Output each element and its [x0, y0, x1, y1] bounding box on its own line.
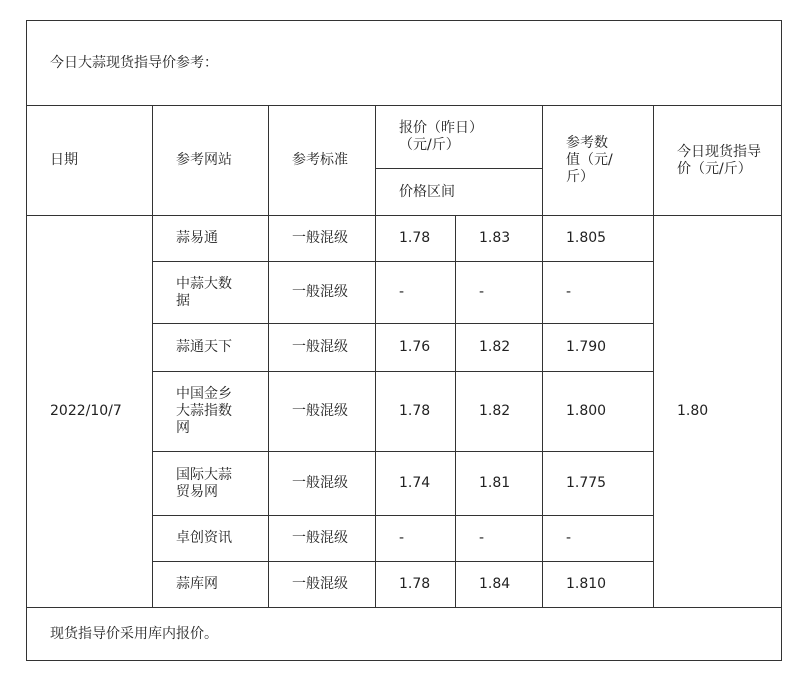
site-name: 中蒜大数据	[153, 262, 269, 324]
ref-value: -	[543, 516, 654, 562]
header-today-guide: 今日现货指导价（元/斤）	[654, 106, 782, 216]
price-high: -	[456, 262, 543, 324]
price-high: 1.83	[456, 216, 543, 262]
price-table	[26, 20, 782, 661]
price-high: 1.81	[456, 452, 543, 516]
ref-value: 1.790	[543, 324, 654, 372]
standard-cell: 一般混级	[269, 452, 376, 516]
date-cell: 2022/10/7	[27, 216, 153, 608]
price-low: -	[376, 262, 456, 324]
header-price-range: 价格区间	[376, 169, 543, 216]
site-name: 蒜易通	[153, 216, 269, 262]
price-high: 1.82	[456, 324, 543, 372]
header-date: 日期	[27, 106, 153, 216]
standard-cell: 一般混级	[269, 562, 376, 608]
table-title: 今日大蒜现货指导价参考：	[27, 21, 782, 106]
header-quote: 报价（昨日）（元/斤）	[376, 106, 543, 169]
price-low: 1.78	[376, 216, 456, 262]
site-name: 国际大蒜贸易网	[153, 452, 269, 516]
site-name: 卓创资讯	[153, 516, 269, 562]
ref-value: 1.800	[543, 372, 654, 452]
ref-value: -	[543, 262, 654, 324]
standard-cell: 一般混级	[269, 324, 376, 372]
guide-price-cell: 1.80	[654, 216, 782, 608]
site-name: 蒜通天下	[153, 324, 269, 372]
price-high: 1.82	[456, 372, 543, 452]
price-low: -	[376, 516, 456, 562]
header-ref-value: 参考数值（元/斤）	[543, 106, 654, 216]
price-high: 1.84	[456, 562, 543, 608]
price-low: 1.74	[376, 452, 456, 516]
standard-cell: 一般混级	[269, 516, 376, 562]
footnote: 现货指导价采用库内报价。	[27, 608, 782, 661]
price-low: 1.78	[376, 562, 456, 608]
standard-cell: 一般混级	[269, 216, 376, 262]
header-site: 参考网站	[153, 106, 269, 216]
standard-cell: 一般混级	[269, 262, 376, 324]
standard-cell: 一般混级	[269, 372, 376, 452]
ref-value: 1.805	[543, 216, 654, 262]
price-low: 1.76	[376, 324, 456, 372]
price-low: 1.78	[376, 372, 456, 452]
ref-value: 1.775	[543, 452, 654, 516]
site-name: 中国金乡大蒜指数网	[153, 372, 269, 452]
ref-value: 1.810	[543, 562, 654, 608]
site-name: 蒜库网	[153, 562, 269, 608]
header-standard: 参考标准	[269, 106, 376, 216]
price-high: -	[456, 516, 543, 562]
